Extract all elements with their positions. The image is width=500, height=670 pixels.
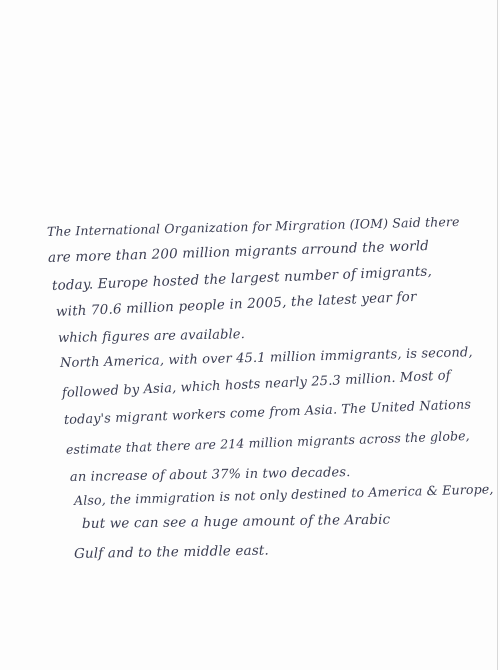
text-line: an increase of about 37% in two decades. [69, 465, 351, 485]
text-line: are more than 200 million migrants arround the world [47, 238, 430, 266]
text-line: but we can see a huge amount of the Arabic [81, 511, 391, 532]
text-line: North America, with over 45.1 million immigrants, is second, [59, 345, 473, 371]
text-line: estimate that there are 214 million migrants across the globe, [65, 427, 471, 457]
text-line: Also, the immigration is not only destined to America & Europe, [73, 481, 494, 508]
page-edge [497, 0, 498, 670]
text-line: followed by Asia, which hosts nearly 25.3 million. Most of [61, 368, 452, 401]
text-line: today's migrant workers come from Asia. The United Nations [63, 397, 472, 428]
text-line: The International Organization for Mirgration (IOM) Said there [46, 213, 460, 239]
text-line: with 70.6 million people in 2005, the latest year for [55, 288, 417, 320]
text-line: Gulf and to the middle east. [73, 542, 270, 562]
text-line: today. Europe hosted the largest number of imigrants, [51, 263, 433, 294]
text-line: which figures are available. [57, 327, 246, 346]
